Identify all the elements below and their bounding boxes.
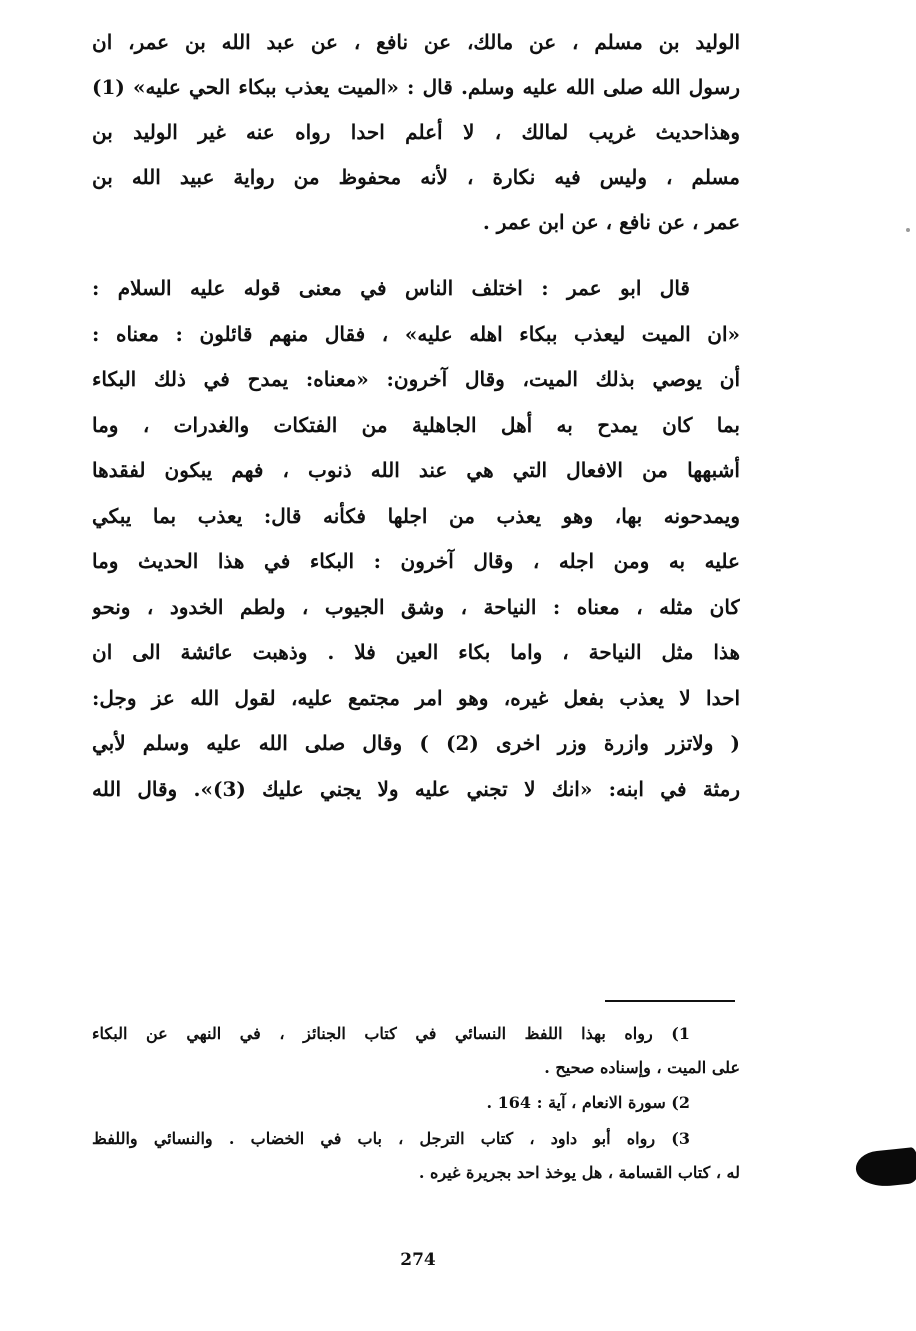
footnote-line: 3) رواه أبو داود ، كتاب الترجل ، باب في الخضاب . والنسائي واللفظ — [92, 1129, 690, 1148]
footnote-2 — [92, 1086, 740, 1120]
text-line: قال ابو عمر : اختلف الناس في معنى قوله عليه السلام : — [92, 276, 690, 300]
footnote-line: على الميت ، وإسناده صحيح . — [544, 1058, 740, 1077]
footnote-divider — [605, 1000, 735, 1002]
text-line: أن يوصي بذلك الميت، وقال آخرون: «معناه: يمدح في ذلك البكاء — [92, 367, 740, 391]
page-number: 274 — [400, 1250, 436, 1270]
text-line: رمثة في ابنه: «انك لا تجني عليه ولا يجني عليك (3)». وقال الله — [92, 776, 740, 801]
text-line: «ان الميت ليعذب ببكاء اهله عليه» ، فقال منهم قائلون : معناه : — [92, 321, 740, 346]
scan-dust-mark — [906, 228, 910, 232]
paragraph-2 — [92, 266, 740, 812]
text-line: عمر ، عن نافع ، عن ابن عمر . — [482, 210, 740, 234]
footnote-3 — [92, 1122, 740, 1190]
text-line: الوليد بن مسلم ، عن مالك، عن نافع ، عن عبد الله بن عمر، ان — [92, 30, 740, 54]
text-line: ويمدحونه بها، وهو يعذب من اجلها فكأنه قال: يعذب بما يبكي — [92, 503, 740, 528]
text-line: هذا مثل النياحة ، واما بكاء العين فلا . وذهبت عائشة الى ان — [92, 640, 740, 664]
footnote-line: له ، كتاب القسامة ، هل يوخذ احد بجريرة غيره . — [418, 1163, 740, 1182]
footnote-1 — [92, 1017, 740, 1085]
text-line: مسلم ، وليس فيه نكارة ، لأنه محفوظ من رواية عبيد الله بن — [92, 165, 740, 189]
text-line: كان مثله ، معناه : النياحة ، وشق الجيوب ، ولطم الخدود ، ونحو — [92, 594, 740, 619]
text-line: أشبهها من الافعال التي هي عند الله ذنوب ، فهم يبكون لفقدها — [92, 458, 740, 482]
text-line: وهذاحديث غريب لمالك ، لا أعلم احدا رواه عنه غير الوليد بن — [92, 120, 740, 144]
paragraph-1 — [92, 20, 740, 245]
ink-blot-mark — [854, 1147, 916, 1189]
text-line: احدا لا يعذب بفعل غيره، وهو امر مجتمع عليه، لقول الله عز وجل: — [92, 685, 740, 710]
footnote-line: 1) رواه بهذا اللفظ النسائي في كتاب الجنائز ، في النهي عن البكاء — [92, 1024, 690, 1043]
text-line: رسول الله صلى الله عليه وسلم. قال : «الميت يعذب ببكاء الحي عليه» (1) — [92, 75, 740, 99]
footnote-line: 2) سورة الانعام ، آية : 164 . — [486, 1093, 690, 1112]
text-line: بما كان يمدح به أهل الجاهلية من الفتكات والغدرات ، وما — [92, 412, 740, 437]
text-line: ( ولاتزر وازرة وزر اخرى (2) ) وقال صلى الله عليه وسلم لأبي — [92, 731, 740, 755]
text-line: عليه به ومن اجله ، وقال آخرون : البكاء في هذا الحديث وما — [92, 549, 740, 573]
